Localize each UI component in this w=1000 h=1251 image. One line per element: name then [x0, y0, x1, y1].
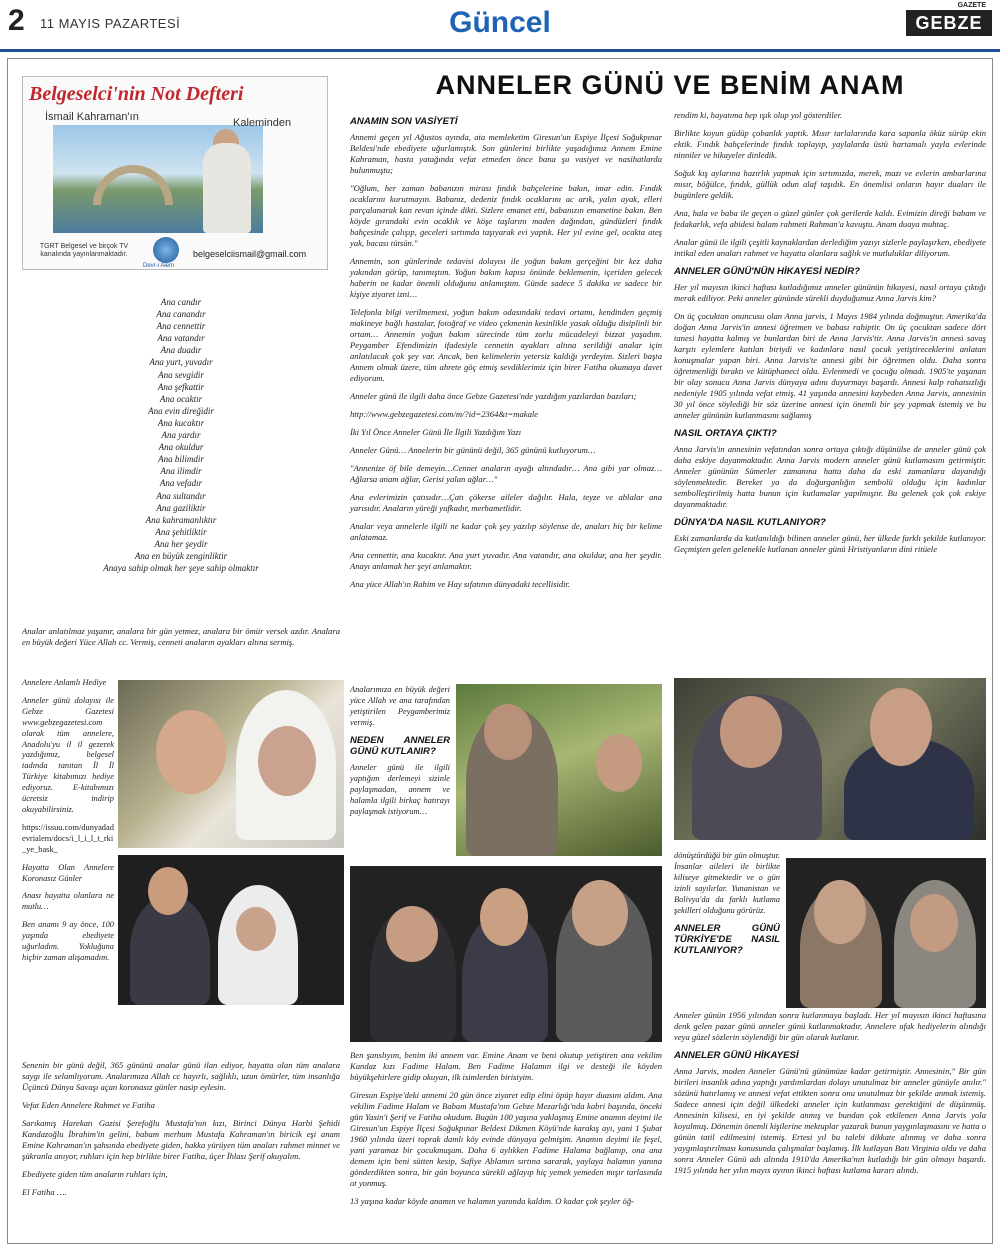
poem-line: Ana kahramanlıktır — [145, 514, 217, 525]
man-face-shape — [148, 867, 188, 915]
globe-label: Devr-i Alem — [143, 263, 175, 269]
globe-icon — [153, 237, 179, 263]
logo-caption: GAZETE — [957, 2, 986, 9]
column-2 — [350, 110, 662, 597]
paragraph: 13 yaşına kadar köyde anamın ve halamın yanında kaldım. O kadar çok şeyler öğ- — [350, 1196, 635, 1206]
woman-face-shape — [386, 906, 438, 962]
man-face-shape — [596, 734, 642, 792]
paragraph: Soğuk kış aylarına hazırlık yapmak için sırtımızda, merek, mazı ve evlerin ambarlarına mısır, böğülce, fındık, güllük odun alaf taşıdık. En önemlisi onların hayır duaları ile bugünlere geldik. — [674, 168, 986, 200]
poem-line: Anaya sahip olmak her şeye sahip olmaktır — [103, 563, 259, 574]
paragraph: Anneler Günü… Annelerin bir gününü değil, 365 gününü kutluyorum… — [350, 445, 596, 455]
column-1-bottom — [22, 1060, 340, 1205]
poem-line: Ana ocaktır — [159, 393, 203, 404]
paragraph: Ben şanslıyım, benim iki annem var. Emine Anam ve beni okutup yetiştiren ana vekilim Kandaz kızı Fadime Halam. Ben Fadime Halamın ilgi ve desteği ile köyden büyükşehirlere gidip okuyan, ilk isimlerden birisiyim. — [350, 1050, 662, 1082]
poem — [16, 296, 346, 574]
poem-line: Ana gaziliktir — [156, 502, 206, 513]
column-2-bottom — [350, 1050, 662, 1214]
paragraph: Hayatta Olan Annelere Koronasız Günler — [22, 862, 114, 883]
poem-line: Ana bilimdir — [158, 454, 204, 465]
woman-face-shape — [484, 704, 532, 760]
man-face-shape — [156, 710, 226, 794]
woman-face-shape — [720, 696, 782, 768]
subheading-turkey: ANNELER GÜNÜ TÜRKİYE'DE NASIL KUTLANIYOR? — [674, 923, 780, 956]
man-face-shape — [870, 688, 932, 766]
paragraph: On üç çocuktan onuncusu olan Anna jarvis, 1 Mayıs 1984 yılında doğmuştur. Amerika'da doğan Anna Jarvis'in annesi öğretmen ve babası rahiptir. On üç çocuktan sadece dört tanesi hayatta kalmış ve bunlardan biri de Anna Jarvis'tir. Anna Jarvis'in annesi savaş karşıtı eylemlere katılan biriydi ve kadınlara nasıl çocuk yetiştireceklerini anlatan konuşmalar yapan biri. Anna Jarvis'te annesi gibi bir öğretmen oldu. Daha sonra öğretmenliği bıraktı ve kütüphaneci oldu. Evlenmedi ve çocuğu olmadı. 1905'te yaşanan bir olay sonucu Anna Jarvis dünyaya adını duyurmayı başardı. Annesi kalp rahatsızlığı nedeniyle 1905 yılında vefat etmiş. 41 yaşında annesini kaybeden Anna Jarvis, annesinin 30 yıl önce söylediği bir söz üzerine annesi için önemli bir şey yapmak istemiş ve bu anneler gününün kutlanmasını sağlamış — [674, 311, 986, 420]
woman-face-shape — [258, 726, 316, 796]
paragraph: Birlikte koyun güdüp çobanlık yaptık. Mısır tarlalarında kara sapanla öküz sürüp ekin ektik. Fındık bahçelerinde fındık toplayıp, yaylalarda üstü hartamalı yayla evlerinde ninniler ve hikayeler dinledik. — [674, 128, 986, 160]
person-shape — [203, 143, 251, 233]
paragraph: Eski zamanlarda da kutlanıldığı bilinen anneler günü, her ülkede farklı şekilde kutlanıyor. Geçmişten gelen gelenekle kutlanan anneler günü Hristiyanların dini ritüele — [674, 533, 986, 554]
poem-line: Ana vatandır — [157, 333, 205, 344]
bridge-shape — [93, 165, 173, 205]
paragraph: Anna Jarvis, moden Anneler Günü'nü günümüze kadar getirmiştir. Annesinin," Bir gün birileri insanlık adına yaptığı yardımlardan dolayı unutulmaz bir anneler günüyle anılır." sözünü hatırlamış ve annesi vefat ettikten sonra onu unutulmaz bir şekilde anmak istemiş. Sadece annesi için değil ülkedeki anneler için kutlanması gerektiğini de düşünmüş. Annesinin kilisesi, en iyi şekilde anmış ve bundan çok etkilenen Anna Jarvis yola koyulmuş. Dönemin önemli kişilerine mektuplar yazarak bunun yaygınlaşmasını ve hatta o günün tatil edilmesini istemiş. Ertesi yıl bu talebi dikkate alınmış ve daha sonra yaygınlaştırılması konusunda çalışmalar başlamış. İlk kutlayan Batı Virginia oldu ve daha sonra Anneler Günü adı altında 1910'da Amerika'nın kutladığı bir gün olmayı başardı. 1915 yılında her yılın mayıs ayının ikinci haftası kutlama kararı alındı. — [674, 1066, 986, 1175]
poem-line: Ana vefadır — [159, 478, 203, 489]
paragraph: Anna Jarvis'in annesinin vefatından sonra ortaya çıktığı düşünülse de anneler günü çok daha eskiye dayanmaktadır. Anna Jarvis modern anneler günü kutlamasını getirmiştir. Anneler gününün Sümerler zamanına hatta daha da eski zamanlara dayandığı söylenmektedir. Bereket ya da doğurganlığın sembolü olduğu için kadınlar sembolleştirilmiş hatta bunun için kutlamalar yapılmıştır. Bu gelenek çok çok eskiye dayanmaktadır. — [674, 444, 986, 509]
banner-subtitle: Kaleminden — [233, 117, 292, 129]
paragraph: "Annenize öf bile demeyin…Cennet anaların ayağı altındadır… Ana gibi yar olmaz… Ağlarsa anam ağlar, Gerisi yalan ağlar…" — [350, 463, 662, 484]
subheading-last-will: ANAMIN SON VASİYETİ — [350, 116, 458, 127]
paragraph: Ebediyete giden tüm anaların ruhları için, — [22, 1169, 168, 1179]
column-2-inset — [350, 684, 450, 824]
page-header — [0, 0, 1000, 52]
subheading-origin: NASIL ORTAYA ÇIKTI? — [674, 428, 777, 439]
paragraph: Anneler günün 1956 yılından sonra kutlanmaya başladı. Her yıl mayısın ikinci haftasına denk gelen pazar günü anneler günü kutlanmaktadır. Annelere ufak hediyelerin alındığı veya güzel sözlerin söylendiği bir gün olarak kutlanır. — [674, 1010, 986, 1042]
paragraph: Ana evlerimizin çatısıdır…Çatı çökerse aileler dağılır. Hala, teyze ve ablalar ana yarısıdır. Anaların yüreği yufkadır, merhametlidir. — [350, 492, 662, 513]
column-3 — [674, 110, 986, 562]
poem-line: Ana sevgidir — [158, 369, 204, 380]
subheading-why: NEDEN ANNELER GÜNÜ KUTLANIR? — [350, 735, 450, 757]
paragraph: dönüştürdüğü bir gün olmuştur. İnsanlar aileleri ile birlikte kiliseye gitmektedir ve o gün izinli sayılırlar. Yunanistan ve Bolivya'da da farklı kutlama şekilleri olduğunu görürüz. — [674, 851, 780, 915]
banner-title: Belgeselci'nin Not Defteri — [29, 83, 244, 105]
subheading-story: ANNELER GÜNÜ HİKAYESİ — [674, 1050, 799, 1061]
photo-mother-son-1 — [118, 680, 344, 848]
paragraph: Her yıl mayısın ikinci haftası kutladığımız anneler gününün hikayesi, nasıl ortaya çıktığı merak ediliyor. Peki anneler gününde sürekli duyduğumuz Anna Jarvis kim? — [674, 282, 986, 303]
paragraph: Senenin bir günü değil, 365 gününü analar günü ilan ediyor, hayatta olan tüm analara saygı ile selamlıyorum. Analarımıza Allah cc hayırlı, sağlıklı, uzun ömürler, tüm insanlığa Üçüncü Dünya Savaşı açan koronasız günler nasip eylesin. — [22, 1060, 340, 1092]
column-1-narrow — [22, 678, 114, 971]
paragraph: rendim ki, hayatıma hep ışık olup yol gösterdiler. — [674, 110, 843, 120]
section-title: Güncel — [449, 6, 551, 39]
photo-mother-son-2 — [118, 855, 344, 1005]
poem-line: Ana canandır — [156, 309, 206, 320]
paragraph: Annemi geçen yıl Ağustos ayında, ata memleketim Giresun'un Espiye İlçesi Soğukpınar Beldesi'nde ebediyete uğurlamıştık. Son günlerini birlikte yaşadığımız Annem Emine Kahraman, hasta yatağında vefat etmeden önce bana şu vasiyet ve nasihatlarda bulunmuştu; — [350, 132, 662, 175]
column-1-intro — [22, 626, 340, 655]
paragraph: Ana yüce Allah'ın Rahim ve Hay sıfatının dünyadaki tecellisidir. — [350, 579, 571, 589]
paragraph: Telefonla bilgi verilmemesi, yoğun bakım odasındaki tedavi ortamı, kendinden geçmiş makineye bağlı hastalar, fotoğraf ve video çekmenin kesinlikle yasak olduğu disiplinli bir ortam… Annemin yoğun bakım sürecinde tüm zorlu mücadeleyi bizzat yaşadım. Peygamber Efendimizin ifadesiyle cennetin ayakları altına serildiği analar için anlatılacak çok şey var. Ancak, ben kelimelerin yetersiz kaldığı yerdeyim. Sizleri başta Annem olmak üzere, tüm ahrete göç etmiş sevdiklerimiz için birer Fatiha okumaya davet ediyorum. — [350, 307, 662, 383]
poem-line: Ana ilimdir — [160, 466, 202, 477]
paragraph: Ben anamı 9 ay önce, 100 yaşında ebediyete uğurladım. Yokluğuna hiçbir zaman alışamadım. — [22, 920, 114, 962]
woman-face-shape — [910, 894, 958, 952]
paragraph: Ana cennettir, ana kucaktır. Ana yurt yuvadır. Ana vatandır, ana okuldur, ana her şeydir. Anayı anlamak her şeyi anlamaktır. — [350, 550, 662, 571]
photo-family-group — [350, 866, 662, 1042]
photo-mother-son-3 — [674, 678, 986, 840]
paragraph: Analar günü ile ilgili çeşitli kaynaklardan derlediğim yazıyı sizlerle paylaşırken, ebediyete intikal eden anaları rahmet ve hayatta olanlara sağlık ve mutluluklar diliyorum. — [674, 237, 986, 258]
page-number: 2 — [8, 4, 25, 37]
photo-mother-knitting — [456, 684, 662, 856]
paragraph: Sarıkamış Harekatı Gazisi Şerefoğlu Mustafa'nın kızı, Birinci Dünya Harbi Şehidi Kandazoğlu İbrahim'in gelini, babam merhum Mustafa Kahraman'ın biricik eşi anam Emine Kahraman'ın şahsında ebediyete giden, hakka yürüyen tüm anaları rahmet minnet ve şükranla anıyor, ruhları için hep birlikte birer Fatiha, üçer İhlası Şerif okuyalım. — [22, 1118, 340, 1161]
paragraph: Anneler günü ile ilgili yaptığım derlemeyi sizinle paylaşmadan, annem ve halamla ilgili birkaç hatırayı paylaşmak istiyorum… — [350, 763, 450, 816]
article-title: ANNELER GÜNÜ VE BENİM ANAM — [435, 70, 905, 100]
paragraph: Anası hayatta olanlara ne mutlu… — [22, 891, 114, 912]
banner-email: belgeselciismail@gmail.com — [193, 249, 307, 259]
newspaper-logo: GEBZE — [906, 10, 992, 36]
paragraph: El Fatiha …. — [22, 1187, 67, 1197]
paragraph: Annelere Anlamlı Hediye — [22, 678, 107, 687]
poem-line: Ana sultandır — [156, 490, 206, 501]
poem-line: Ana duadır — [160, 345, 202, 356]
poem-line: Ana şehitliktir — [155, 526, 207, 537]
poem-line: Ana en büyük zenginliktir — [134, 550, 228, 561]
poem-line: Ana cennettir — [156, 321, 206, 332]
poem-line: Ana kucaktır — [157, 417, 205, 428]
paragraph: Ana, hala ve baba ile geçen o güzel günler çok gerilerde kaldı. Evimizin direği babam ve fedakarlık, vefa abidesi halam rahmeti Rahman'a kavuştu. Anam duaya muhtaç. — [674, 208, 986, 229]
paragraph: Analar veya annelerle ilgili ne kadar çok şey yazılıp söylense de, anaları hiç bir kelime anlatamaz. — [350, 521, 662, 542]
subheading-history: ANNELER GÜNÜ'NÜN HİKAYESİ NEDİR? — [674, 266, 860, 277]
paragraph: İki Yıl Önce Anneler Günü İle İlgili Yazdığım Yazı — [350, 427, 522, 437]
paragraph: Vefat Eden Annelere Rahmet ve Fatiha — [22, 1100, 155, 1110]
paragraph: Anneler günü ile ilgili daha önce Gebze Gazetesi'nde yazdığım yazılardan bazıları; — [350, 391, 637, 401]
paragraph: Analar anlatılmaz yaşanır, analara bir gün yetmez, analara bir ömür versek azdır. Analara en büyük değeri Yüce Allah cc. Vermiş, cenneti anaların ayakları altına sermiş. — [22, 626, 340, 647]
paragraph: Analarımıza en büyük değeri yüce Allah ve ana tarafından yetiştirilen Peygamberimiz vermiş. — [350, 685, 450, 727]
paragraph: "Oğlum, her zaman babanızın mirası fındık bahçelerine bakın, imar edin. Fındık ocaklarını kurutmayın. Babanız, dedeniz fındık ocaklarını ac arık, yalın ayak, elleri parçalanarak kan revan içinde dikti. Sizlere emanet etti, babanızın emanetine bakın. Ben köyde gırandaki evin ocaklık ve köşe taşlarını maden dağından, gündüzleri fındık bahçesinde çalışıp, geceleri sırtımda taşıyarak evi yaptık. Her yıl evine gel, ocakta ateş yak, bacası tütsün." — [350, 183, 662, 248]
issue-date: 11 MAYIS PAZARTESİ — [40, 16, 181, 31]
column-3-inset — [674, 850, 780, 961]
paragraph: Annemin, son günlerinde tedavisi dolayısı ile yoğun bakım gerçeğini bir kez daha yakından görüp, tanımıştım. Yoğun bakım kapısı önünde beklemenin, içeriden gelecek haberin ne kadar önemli olduğunu anlamıştım. Günde sadece 5 dakika ve sadece bir kişiye ziyaret izni… — [350, 256, 662, 299]
woman-face-shape — [236, 907, 276, 951]
subheading-world: DÜNYA'DA NASIL KUTLANIYOR? — [674, 517, 826, 528]
photo-painted-portrait — [786, 858, 986, 1008]
banner-footer: TGRT Belgesel ve birçok TV kanalında yayınlanmaktadır. — [39, 243, 129, 258]
poem-line: Ana okuldur — [158, 442, 204, 453]
poem-line: Ana candır — [160, 297, 202, 307]
banner-photo — [53, 125, 263, 233]
paragraph: Giresun Espiye'deki annemi 20 gün önce ziyaret edip elini öpüp hayır duasını aldım. Ana vekilim Fadime Halam ve Babam Mustafa'nın Gebze Mezarlığı'nda kabri başında, önceki gün Yasin'i Şerif ve Fatiha okudum. Bugün 100 yaşına yaklaşmış Emine anamın deyimi ile Giresun'un Espiye İlçesi Soğukpınar Beldesi Dikmen Köyü'nde karakış ayı, yani 1 Şubat 1960 yılında üzeri toprak damlı köy evinde dünyaya gelmişim. Anamın deyimi ile feşel, yani yaramaz bir çocukmuşum. Daha 6 aylıkken Fadime Halama bağlanıp, ona ana demem için beni sütten kesip, Safiye Ablamın sırtına sararak, yaylaya halamın yanına gönderdikten sonra, bir gün boyunca sürekli ağlayıp hiç yemek yemeden mışır tarlasında ot yonmuş. — [350, 1090, 662, 1188]
poem-line: Ana şefkattir — [157, 381, 205, 392]
poem-line: Ana her şeydir — [154, 538, 208, 549]
poem-line: Ana yardır — [161, 430, 201, 441]
elder-face-shape — [572, 880, 628, 946]
poem-line: Ana evin direğidir — [148, 405, 214, 416]
paragraph: https://issuu.com/dunyadadevrialem/docs/i_l_i_l_t_rki_ye_bask_ — [22, 822, 114, 854]
poem-line: Ana yurt, yuvadır — [149, 357, 213, 368]
man-face-shape — [814, 880, 866, 944]
paragraph: Anneler günü dolayısı ile Gebze Gazetesi www.gebzegazetesi.com olarak tüm annelere, Anadolu'yu il il gezerek yazdığımız, belgesel tadında tanıtan İl İl Türkiye kitabımızı hediye ediyoruz. E-kitabımızı ücretsiz indirip okuyabilirsiniz. — [22, 695, 114, 814]
column-3-bottom — [674, 1010, 986, 1183]
paragraph: http://www.gebzegazetesi.com/m/?id=2364&t=makale — [350, 409, 539, 419]
banner-author: İsmail Kahraman'ın — [45, 111, 139, 123]
man-face-shape — [480, 888, 528, 946]
column-banner — [22, 76, 328, 270]
